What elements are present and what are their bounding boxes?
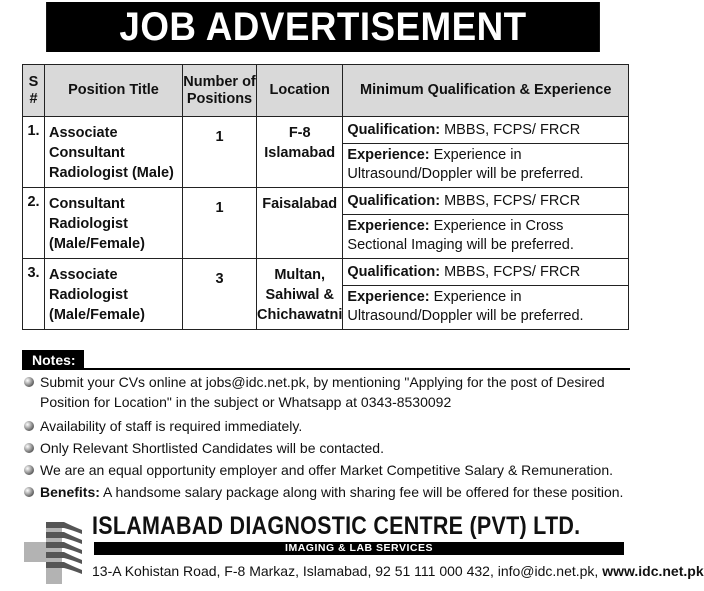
row-qualification [343,259,629,286]
qualification-value: MBBS, FCPS/ FRCR [444,122,581,138]
row-location: Multan, Sahiwal & Chichawatni [257,259,343,330]
bullet-icon [24,377,34,387]
notes-heading: Notes: [22,350,84,370]
row-positions: 1 [183,117,257,188]
page-title: JOB ADVERTISEMENT [46,2,600,52]
list-item [22,372,632,412]
bullet-icon [24,487,34,497]
notes-divider [22,368,630,370]
qualification-value: MBBS, FCPS/ FRCR [444,193,581,209]
company-address [92,563,704,579]
bullet-icon [24,421,34,431]
row-positions: 3 [183,259,257,330]
table-row [23,259,629,286]
benefits-label: Benefits: [40,484,100,500]
qualification-label: Qualification: [347,264,441,280]
bullet-icon [24,465,34,475]
bullet-icon [24,443,34,453]
row-location: Faisalabad [257,188,343,259]
benefits-text: A handsome salary package along with sharing fee will be offered for these position. [103,484,624,500]
table-row [23,188,629,215]
list-item [22,438,632,458]
row-experience [343,144,629,188]
note-text: Availability of staff is required immediately. [40,418,303,434]
row-position-title: Associate Consultant Radiologist (Male) [45,117,183,188]
row-location: F-8 Islamabad [257,117,343,188]
row-qualification [343,188,629,215]
qualification-label: Qualification: [347,193,441,209]
idc-logo-icon [24,520,86,586]
table-row [23,117,629,144]
row-position-title: Consultant Radiologist (Male/Female) [45,188,183,259]
qualification-label: Qualification: [347,122,441,138]
note-text: We are an equal opportunity employer and offer Market Competitive Salary & Remuneration. [40,462,614,478]
row-qualification [343,117,629,144]
header-sn: S # [23,65,45,117]
notes-list [22,372,632,504]
experience-label: Experience: [347,147,430,164]
experience-label: Experience: [347,218,430,235]
experience-value: Experience in Ultrasound/Doppler will be preferred. [347,147,584,183]
header-number-of-positions: Number of Positions [183,65,257,117]
website-link[interactable]: www.idc.net.pk [602,563,704,579]
qualification-value: MBBS, FCPS/ FRCR [444,264,581,280]
job-table [22,64,629,330]
company-tagline: IMAGING & LAB SERVICES [94,542,624,555]
row-experience [343,286,629,330]
experience-value: Experience in Ultrasound/Doppler will be preferred. [347,289,584,325]
row-sn: 1. [23,117,45,188]
note-text: Only Relevant Shortlisted Candidates will be contacted. [40,440,384,456]
experience-value: Experience in Cross Sectional Imaging will be preferred. [347,218,574,254]
row-sn: 2. [23,188,45,259]
row-sn: 3. [23,259,45,330]
table-header-row [23,65,629,117]
row-positions: 1 [183,188,257,259]
experience-label: Experience: [347,289,430,306]
list-item [22,416,632,436]
header-location: Location [257,65,343,117]
company-name: ISLAMABAD DIAGNOSTIC CENTRE (PVT) LTD. [92,512,581,540]
row-position-title: Associate Radiologist (Male/Female) [45,259,183,330]
note-text: Submit your CVs online at jobs@idc.net.pk, by mentioning "Applying for the post of Desired Position for Location" in the subject or Whatsapp at 0343-8530092 [40,374,605,410]
header-position-title: Position Title [45,65,183,117]
address-text: 13-A Kohistan Road, F-8 Markaz, Islamabad, 92 51 111 000 432, info@idc.net.pk, [92,563,599,579]
list-item [22,482,632,502]
list-item [22,460,632,480]
row-experience [343,215,629,259]
header-qualification: Minimum Qualification & Experience [343,65,629,117]
